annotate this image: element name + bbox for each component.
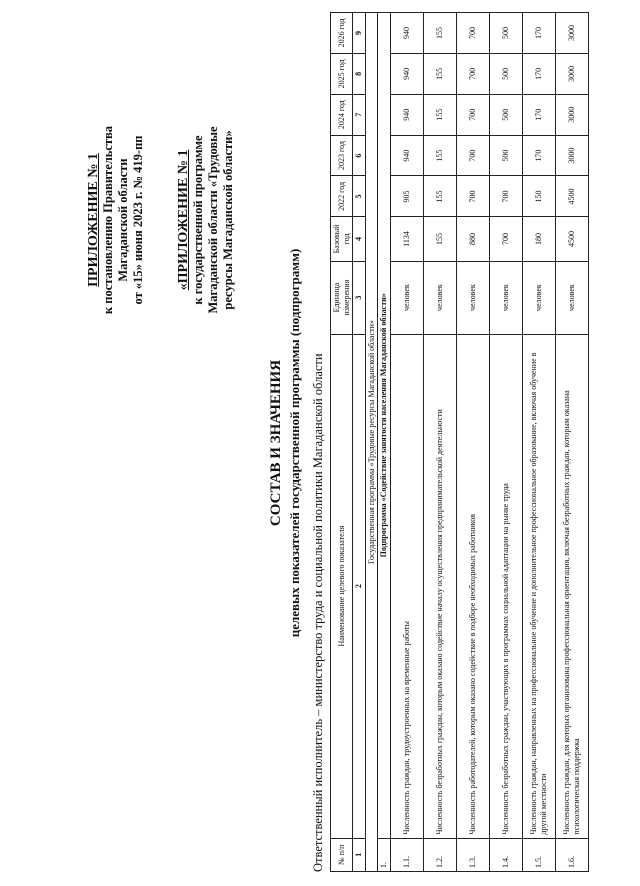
column-index: 9 [353, 13, 366, 54]
row-2024-value: 3000 [555, 94, 588, 135]
row-unit: человек [456, 261, 489, 334]
row-2024-value: 940 [390, 94, 423, 135]
row-2024-value: 155 [423, 94, 456, 135]
row-unit: человек [522, 261, 555, 334]
row-2025-value: 940 [390, 53, 423, 94]
header-2024: 2024 год [331, 94, 353, 135]
column-index: 2 [353, 334, 366, 838]
appendix-line: к постановлению Правительства [101, 125, 115, 315]
row-base-value: 1134 [390, 217, 423, 261]
row-2023-value: 940 [390, 135, 423, 176]
row-2026-value: 155 [423, 13, 456, 54]
column-index: 1 [353, 838, 366, 871]
row-2026-value: 940 [390, 13, 423, 54]
table-row [522, 13, 555, 872]
header-num: № п/п [331, 838, 353, 871]
row-2022-value: 700 [456, 176, 489, 217]
row-2022-value: 4500 [555, 176, 588, 217]
appendix-line: к государственной программе [191, 135, 205, 305]
row-unit: человек [423, 261, 456, 334]
row-2024-value: 170 [522, 94, 555, 135]
row-2023-value: 170 [522, 135, 555, 176]
appendix-line: ресурсы Магаданской области» [221, 130, 235, 310]
row-unit: человек [390, 261, 423, 334]
program-name: Государственная программа «Трудовые ресурсы Магаданской области» [365, 13, 378, 872]
header-base-year: Базовый год [331, 217, 353, 261]
row-num: 1.4. [489, 838, 522, 871]
row-num: 1.3. [456, 838, 489, 871]
table-header-row [331, 13, 353, 872]
row-num: 1.5. [522, 838, 555, 871]
row-base-value: 155 [423, 217, 456, 261]
row-2023-value: 3000 [555, 135, 588, 176]
column-index: 8 [353, 53, 366, 94]
table-row [489, 13, 522, 872]
column-index: 5 [353, 176, 366, 217]
appendix-title: ПРИЛОЖЕНИЕ № 1 [86, 153, 101, 287]
header-2026: 2026 год [331, 13, 353, 54]
appendix-line: Магаданской области [116, 158, 130, 282]
column-index: 4 [353, 217, 366, 261]
column-index: 7 [353, 94, 366, 135]
row-base-value: 180 [522, 217, 555, 261]
row-num: 1.2. [423, 838, 456, 871]
row-2022-value: 700 [489, 176, 522, 217]
row-2026-value: 700 [456, 13, 489, 54]
row-base-value: 880 [456, 217, 489, 261]
subprogram-name: Подпрограмма «Содействие занятости населения Магаданской области» [378, 13, 391, 839]
table-row [456, 13, 489, 872]
row-2023-value: 700 [456, 135, 489, 176]
document-subtitle: целевых показателей государственной программы (подпрограмм) [287, 248, 302, 638]
row-indicator-name: Численность граждан, направленных на профессиональное обучение и дополнительное профессиональное образование, включая обучение в другой местности [522, 334, 555, 838]
appendix-line: Магаданской области «Трудовые [206, 126, 220, 314]
row-2025-value: 170 [522, 53, 555, 94]
row-2026-value: 3000 [555, 13, 588, 54]
row-unit: человек [555, 261, 588, 334]
row-indicator-name: Численность граждан, для которых организована профессиональная ориентация, включая безработных граждан, которым оказана психологическая поддержка [555, 334, 588, 838]
appendix-line: от «15» июня 2023 г. № 419-пп [131, 135, 145, 305]
document-title: СОСТАВ И ЗНАЧЕНИЯ [268, 359, 284, 527]
table-row [390, 13, 423, 872]
appendix-header-decree [86, 70, 146, 370]
row-indicator-name: Численность работодателей, которым оказано содействие в подборе необходимых работников [456, 334, 489, 838]
table-row [423, 13, 456, 872]
row-2023-value: 155 [423, 135, 456, 176]
row-2026-value: 500 [489, 13, 522, 54]
header-2023: 2023 год [331, 135, 353, 176]
row-2022-value: 155 [423, 176, 456, 217]
appendix-title: «ПРИЛОЖЕНИЕ № 1 [176, 149, 191, 291]
row-2023-value: 500 [489, 135, 522, 176]
row-2022-value: 150 [522, 176, 555, 217]
subprogram-num: 1. [378, 838, 391, 871]
row-2025-value: 3000 [555, 53, 588, 94]
row-2025-value: 500 [489, 53, 522, 94]
program-row [365, 13, 378, 872]
responsible-executor: Ответственный исполнитель – министерство труда и социальной политики Магаданской области [311, 353, 325, 872]
appendix-header-program [176, 70, 236, 370]
row-num: 1.1. [390, 838, 423, 871]
column-index-row [353, 13, 366, 872]
row-indicator-name: Численность безработных граждан, которым оказано содействие началу осуществления предпринимательской деятельности [423, 334, 456, 838]
column-index: 3 [353, 261, 366, 334]
subprogram-row [378, 13, 391, 872]
row-2022-value: 905 [390, 176, 423, 217]
row-base-value: 4500 [555, 217, 588, 261]
row-indicator-name: Численность безработных граждан, участвующих в программах социальной адаптации на рынке труда [489, 334, 522, 838]
table-row [555, 13, 588, 872]
header-2022: 2022 год [331, 176, 353, 217]
header-unit: Единица измерения [331, 261, 353, 334]
row-2024-value: 700 [456, 94, 489, 135]
header-2025: 2025 год [331, 53, 353, 94]
column-index: 6 [353, 135, 366, 176]
row-num: 1.6. [555, 838, 588, 871]
row-2025-value: 700 [456, 53, 489, 94]
row-2025-value: 155 [423, 53, 456, 94]
header-name: Наименование целевого показателя [331, 334, 353, 838]
indicators-table [330, 12, 589, 872]
row-unit: человек [489, 261, 522, 334]
row-2024-value: 500 [489, 94, 522, 135]
row-indicator-name: Численность граждан, трудоустроенных на временные работы [390, 334, 423, 838]
row-2026-value: 170 [522, 13, 555, 54]
row-base-value: 700 [489, 217, 522, 261]
